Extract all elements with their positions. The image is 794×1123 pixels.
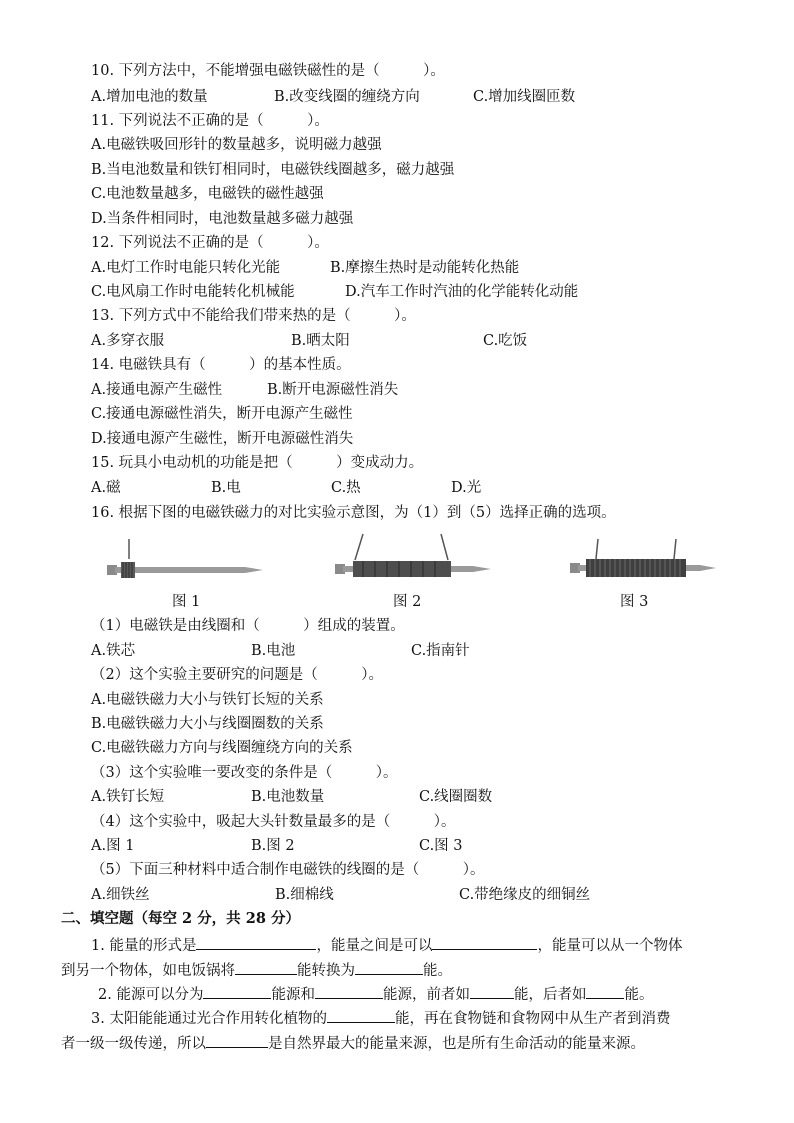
question-16-5-option-c: C.带绝缘皮的细铜丝 [459,887,591,903]
question-16-1-option-a: A.铁芯 [91,643,136,659]
fill-1-blank-1[interactable] [196,935,316,950]
fill-2-blank-2[interactable] [315,984,383,999]
question-16-3-option-b: B.电池数量 [251,789,325,805]
question-16-1-option-b: B.电池 [251,643,296,659]
question-16-2-stem: （2）这个实验主要研究的问题是（ ）。 [91,667,383,683]
fill-question-2-line-1 [98,984,653,1005]
question-14-option-a: A.接通电源产生磁性 [91,382,223,398]
question-12-option-a: A.电灯工作时电能只转化光能 [91,260,281,276]
question-12-option-c: C.电风扇工作时电能转化机械能 [91,284,295,300]
question-15-option-a: A.磁 [91,480,121,496]
question-16-3-stem: （3）这个实验唯一要改变的条件是（ ）。 [91,765,398,781]
question-11-option-d: D.当条件相同时，电池数量越多磁力越强 [91,211,354,227]
question-16-stem: 16. 根据下图的电磁铁磁力的对比实验示意图，为（1）到（5）选择正确的选项。 [91,505,616,521]
question-16-1-option-c: C.指南针 [411,643,470,659]
question-16-4-option-c: C.图 3 [419,838,463,854]
fill-3-blank-2[interactable] [206,1033,268,1048]
fill-3-text-1: 3. 太阳能能通过光合作用转化植物的 [91,1011,327,1027]
question-16-2-option-b: B.电磁铁磁力大小与线圈圈数的关系 [91,716,324,732]
question-11-option-a: A.电磁铁吸回形针的数量越多，说明磁力越强 [91,137,382,153]
figure-1-electromagnet [105,535,265,585]
question-12-option-b: B.摩擦生热时是动能转化热能 [330,260,520,276]
fill-2-text-1: 2. 能源可以分为 [98,987,204,1003]
fill-2-text-5: 能。 [624,987,654,1003]
question-15-stem: 15. 玩具小电动机的功能是把（ ）变成动力。 [91,455,424,471]
question-16-4-stem: （4）这个实验中，吸起大头针数量最多的是（ ）。 [91,814,456,830]
question-16-5-option-a: A.细铁丝 [91,887,150,903]
fill-1-text-2: ，能量之间是可以 [316,938,433,954]
question-14-option-b: B.断开电源磁性消失 [267,382,399,398]
fill-question-3-line-1 [91,1008,670,1029]
fill-2-blank-4[interactable] [586,984,624,999]
fill-2-blank-3[interactable] [470,984,514,999]
question-12-stem: 12. 下列说法不正确的是（ ）。 [91,235,329,251]
figure-1-caption: 图 1 [172,594,201,610]
question-16-2-option-c: C.电磁铁磁力方向与线圈缠绕方向的关系 [91,740,353,756]
question-13-stem: 13. 下列方式中不能给我们带来热的是（ ）。 [91,308,416,324]
fill-1-text-3: ，能量可以从一个物体 [537,938,683,954]
fill-1-text-6: 能。 [423,963,452,979]
question-16-4-option-b: B.图 2 [251,838,295,854]
question-16-5-option-b: B.细棉线 [275,887,334,903]
question-16-4-option-a: A.图 1 [91,838,135,854]
figure-3-caption: 图 3 [620,594,649,610]
question-16-3-option-a: A.铁钉长短 [91,789,165,805]
question-16-1-stem: （1）电磁铁是由线圈和（ ）组成的装置。 [91,618,405,634]
question-14-option-d: D.接通电源产生磁性，断开电源磁性消失 [91,431,354,447]
fill-1-text-4: 到另一个物体，如电饭锅将 [61,963,235,979]
question-11-option-b: B.当电池数量和铁钉相同时，电磁铁线圈越多，磁力越强 [91,162,455,178]
question-10-stem: 10. 下列方法中，不能增强电磁铁磁性的是（ ）。 [91,63,445,79]
fill-3-text-4: 是自然界最大的能量来源，也是所有生命活动的能量来源。 [268,1036,645,1052]
question-16-5-stem: （5）下面三种材料中适合制作电磁铁的线圈的是（ ）。 [91,862,485,878]
question-13-option-a: A.多穿衣服 [91,333,165,349]
fill-question-3-line-2 [61,1033,645,1054]
figure-3-electromagnet [568,535,718,585]
fill-2-text-2: 能源和 [271,987,315,1003]
question-14-option-c: C.接通电源磁性消失，断开电源产生磁性 [91,406,353,422]
fill-question-1-line-1 [91,935,682,956]
question-14-stem: 14. 电磁铁具有（ ）的基本性质。 [91,357,351,373]
fill-question-1-line-2 [61,960,452,981]
section-2-title: 二、填空题（每空 2 分，共 28 分） [61,910,300,927]
question-11-option-c: C.电池数量越多，电磁铁的磁性越强 [91,186,324,202]
question-15-option-c: C.热 [331,480,361,496]
fill-2-text-3: 能源，前者如 [382,987,470,1003]
question-13-option-b: B.晒太阳 [291,333,350,349]
fill-1-text-5: 能转换为 [297,963,355,979]
fill-2-blank-1[interactable] [203,984,271,999]
question-15-option-b: B.电 [211,480,241,496]
question-10-option-b: B.改变线圈的缠绕方向 [274,89,420,105]
figure-2-caption: 图 2 [393,594,422,610]
fill-3-blank-1[interactable] [327,1008,395,1023]
fill-1-blank-3[interactable] [235,960,297,975]
question-16-3-option-c: C.线圈圈数 [419,789,493,805]
fill-3-text-3: 者一级一级传递，所以 [61,1036,206,1052]
question-11-stem: 11. 下列说法不正确的是（ ）。 [91,113,329,129]
question-13-option-c: C.吃饭 [483,333,528,349]
fill-1-blank-4[interactable] [355,960,423,975]
fill-1-blank-2[interactable] [432,935,537,950]
question-12-option-d: D.汽车工作时汽油的化学能转化动能 [345,284,579,300]
question-16-2-option-a: A.电磁铁磁力大小与铁钉长短的关系 [91,692,324,708]
question-10-option-c: C.增加线圈匝数 [473,89,576,105]
fill-2-text-4: 能，后者如 [513,987,587,1003]
figure-2-electromagnet [333,530,493,585]
fill-3-text-2: 能，再在食物链和食物网中从生产者到消费 [394,1011,671,1027]
fill-1-text-1: 1. 能量的形式是 [91,938,197,954]
question-15-option-d: D.光 [451,480,482,496]
question-10-option-a: A.增加电池的数量 [91,89,208,105]
